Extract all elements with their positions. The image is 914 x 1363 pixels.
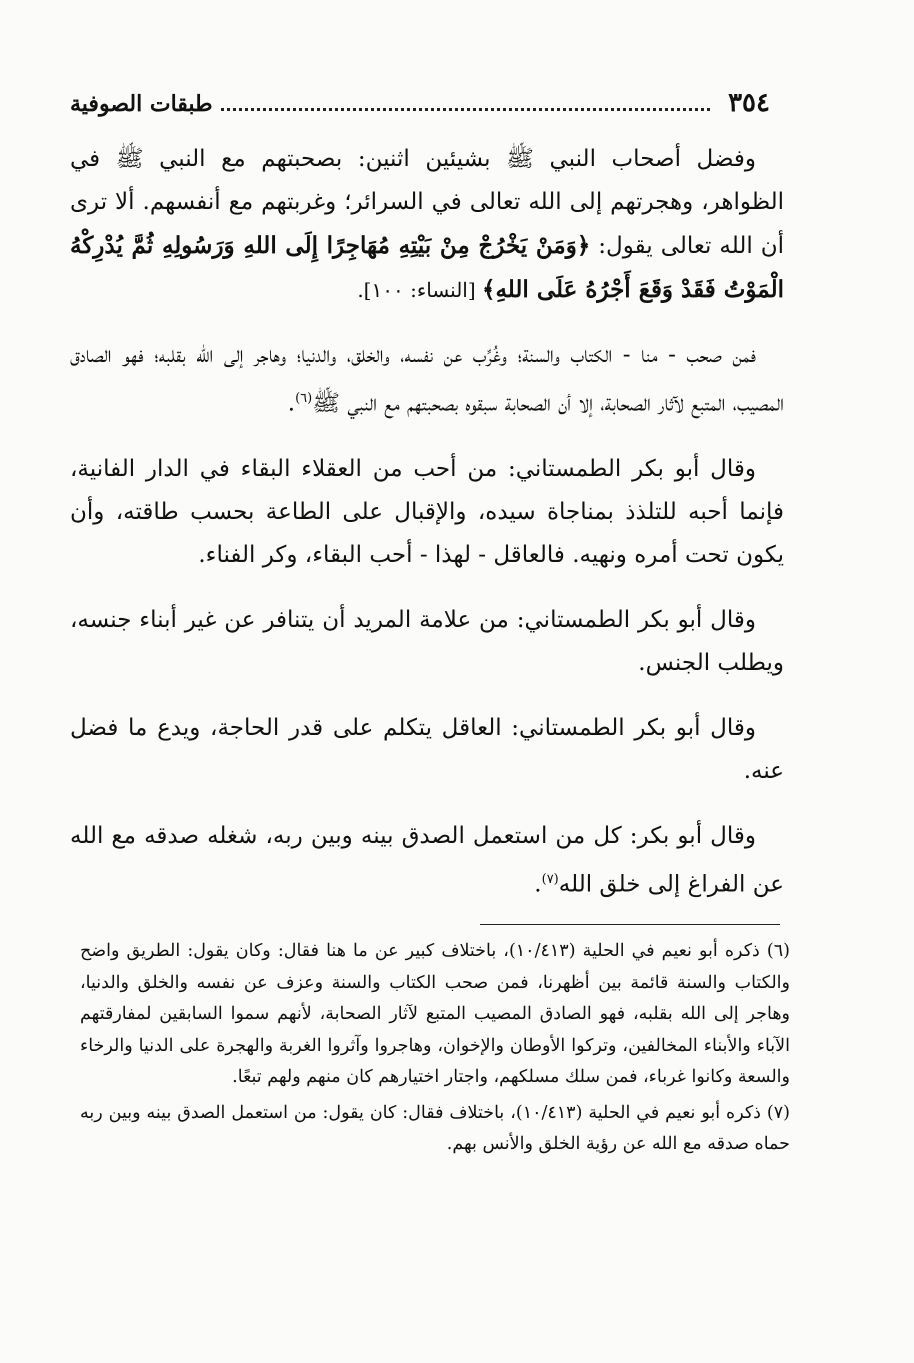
page-header [70,88,770,128]
header-dotted-leader [221,90,711,111]
footnotes [80,936,790,1165]
footnote-6: (٦) ذكره أبو نعيم في الحلية (١٠/٤١٣)، باختلاف كبير عن ما هنا فقال: وكان يقول: الطريق واضح والكتاب والسنة قائمة بين أظهرنا، فمن صحب الكتاب والسنة وعزف عن نفسه والخلق والدنيا، وهاجر إلى الله بقلبه، فهو الصادق المصيب المتبع لآثار الصحابة، لأنهم سموا السابقين لمفارقتهم الآباء والأبناء المخالفين، وتركوا الأوطان والإخوان، وهاجروا وآثروا الغربة والهجرة على الدنيا والرخاء والسعة وكانوا غرباء، فمن سلك مسلكهم، واجتار اختيارهم كان منهم ولهم تبعًا. [80,941,790,1087]
paragraph-2-text: فمن صحب - منا - الكتاب والسنة؛ وغُرِّب عن نفسه، والخلق، والدنيا؛ وهاجر إلى الله بقلبه؛ فهو الصادق المصيب، المتبع لآثار الصحابة، إلا أن الصحابة سبقوه بصحبتهم مع النبي ﷺ [70,342,784,417]
footnote-marker-7: (٧) [541,871,559,887]
paragraph-1 [70,138,784,312]
paragraph-6-text: وقال أبو بكر: كل من استعمل الصدق بينه وبين ربه، شغله صدقه مع الله عن الفراغ إلى خلق الله [70,822,784,898]
paragraph-5: وقال أبو بكر الطمستاني: العاقل يتكلم على قدر الحاجة، ويدع ما فضل عنه. [70,714,784,784]
main-text [70,138,784,928]
footnote-marker-6: (٦) [295,391,313,406]
paragraph-2 [70,334,784,426]
paragraph-2-end: . [287,390,296,417]
paragraph-6-end: . [534,871,542,898]
running-title: طبقات الصوفية [70,91,213,117]
paragraph-1-text: وفضل أصحاب النبي ﷺ بشيئين اثنين: بصحبتهم مع النبي ﷺ في الظواهر، وهجرتهم إلى الله تعالى في السرائر؛ وغربتهم مع أنفسهم. ألا ترى أن الله تعالى يقول: [70,146,784,259]
quran-verse: ﴿وَمَنْ يَخْرُجْ مِنْ بَيْتِهِ مُهَاجِرًا إِلَى اللهِ وَرَسُولِهِ ثُمَّ يُدْرِكْهُ الْمَوْتُ فَقَدْ وَقَعَ أَجْرُهُ عَلَى اللهِ﴾ [70,232,784,303]
footnote-7: (٧) ذكره أبو نعيم في الحلية (١٠/٤١٣)، باختلاف فقال: كان يقول: من استعمل الصدق بينه وبين ربه حماه صدقه مع الله عن رؤية الخلق والأنس بهم. [80,1102,790,1154]
verse-reference: [النساء: ١٠٠]. [357,278,482,302]
page-number: ٣٥٤ [728,88,770,118]
paragraph-4: وقال أبو بكر الطمستاني: من علامة المريد أن يتنافر عن غير أبناء جنسه، ويطلب الجنس. [70,606,784,676]
footnote-separator [480,924,780,925]
paragraph-3: وقال أبو بكر الطمستاني: من أحب من العقلاء البقاء في الدار الفانية، فإنما أحبه للتلذذ بمناجاة سيده، والإقبال على الطاعة بحسب طاقته، وأن يكون تحت أمره ونهيه. فالعاقل - لهذا - أحب البقاء، وكر الفناء. [70,455,784,568]
paragraph-6 [70,815,784,907]
